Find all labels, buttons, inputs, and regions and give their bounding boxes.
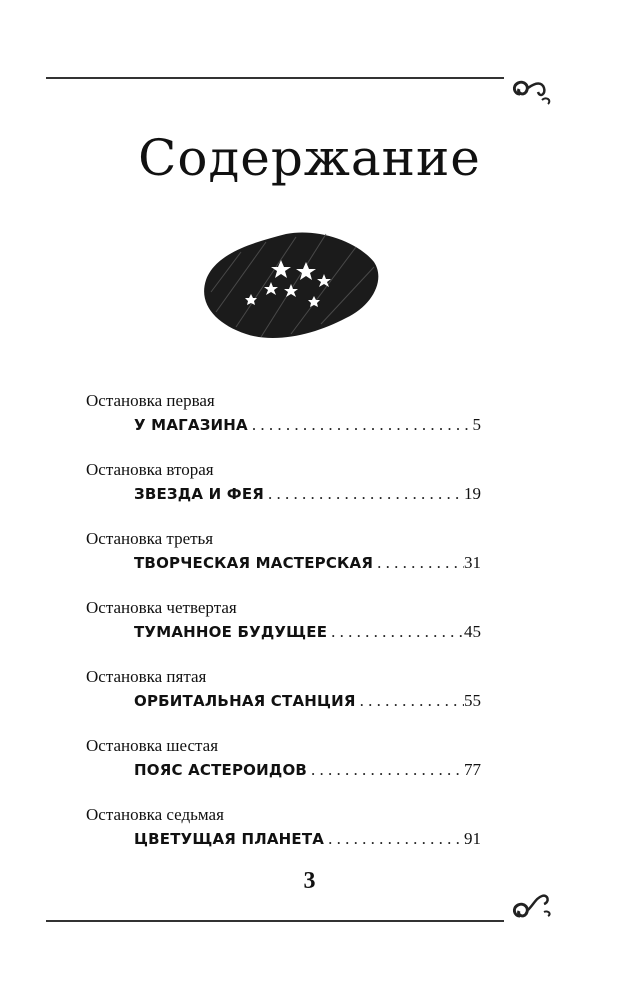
toc-chapter-title[interactable]: ЦВЕТУЩАЯ ПЛАНЕТА bbox=[134, 830, 325, 848]
dot-leader bbox=[356, 689, 464, 713]
toc-chapter-title[interactable]: ТВОРЧЕСКАЯ МАСТЕРСКАЯ bbox=[134, 554, 374, 572]
top-swirl-ornament bbox=[506, 72, 556, 112]
page-number: 3 bbox=[303, 868, 316, 894]
toc-page-number: 91 bbox=[464, 829, 481, 848]
toc-chapter-title[interactable]: ТУМАННОЕ БУДУЩЕЕ bbox=[134, 623, 328, 641]
toc-stop-label: Остановка четвертая bbox=[86, 598, 237, 617]
table-of-contents bbox=[86, 390, 486, 873]
dot-leader bbox=[324, 827, 464, 851]
toc-stop-label: Остановка седьмая bbox=[86, 805, 224, 824]
dot-leader bbox=[327, 620, 464, 644]
toc-chapter-title[interactable]: ЗВЕЗДА И ФЕЯ bbox=[134, 485, 265, 503]
dot-leader bbox=[373, 551, 464, 575]
toc-page-number: 77 bbox=[464, 760, 481, 779]
toc-page-number: 19 bbox=[464, 484, 481, 503]
toc-stop-label: Остановка пятая bbox=[86, 667, 207, 686]
toc-chapter-title[interactable]: ОРБИТАЛЬНАЯ СТАНЦИЯ bbox=[134, 692, 356, 710]
page-title: Содержание bbox=[138, 129, 481, 187]
night-sky-stars-illustration bbox=[196, 222, 386, 352]
dot-leader bbox=[248, 413, 473, 437]
toc-page-number: 5 bbox=[472, 415, 481, 434]
top-divider bbox=[46, 77, 504, 79]
dot-leader bbox=[264, 482, 464, 506]
toc-entry[interactable] bbox=[86, 390, 486, 459]
toc-entry[interactable] bbox=[86, 528, 486, 597]
toc-stop-label: Остановка первая bbox=[86, 391, 215, 410]
toc-stop-label: Остановка шестая bbox=[86, 736, 219, 755]
toc-entry[interactable] bbox=[86, 597, 486, 666]
toc-entry[interactable] bbox=[86, 735, 486, 804]
toc-page-number: 55 bbox=[464, 691, 481, 710]
bottom-divider bbox=[46, 920, 504, 922]
toc-entry[interactable] bbox=[86, 666, 486, 735]
toc-stop-label: Остановка третья bbox=[86, 529, 214, 548]
toc-entry[interactable] bbox=[86, 804, 486, 873]
dot-leader bbox=[307, 758, 464, 782]
bottom-swirl-ornament bbox=[506, 890, 556, 930]
toc-stop-label: Остановка вторая bbox=[86, 460, 214, 479]
toc-chapter-title[interactable]: У МАГАЗИНА bbox=[134, 416, 248, 434]
toc-entry[interactable] bbox=[86, 459, 486, 528]
toc-page-number: 31 bbox=[464, 553, 481, 572]
toc-chapter-title[interactable]: ПОЯС АСТЕРОИДОВ bbox=[134, 761, 308, 779]
toc-page-number: 45 bbox=[464, 622, 481, 641]
